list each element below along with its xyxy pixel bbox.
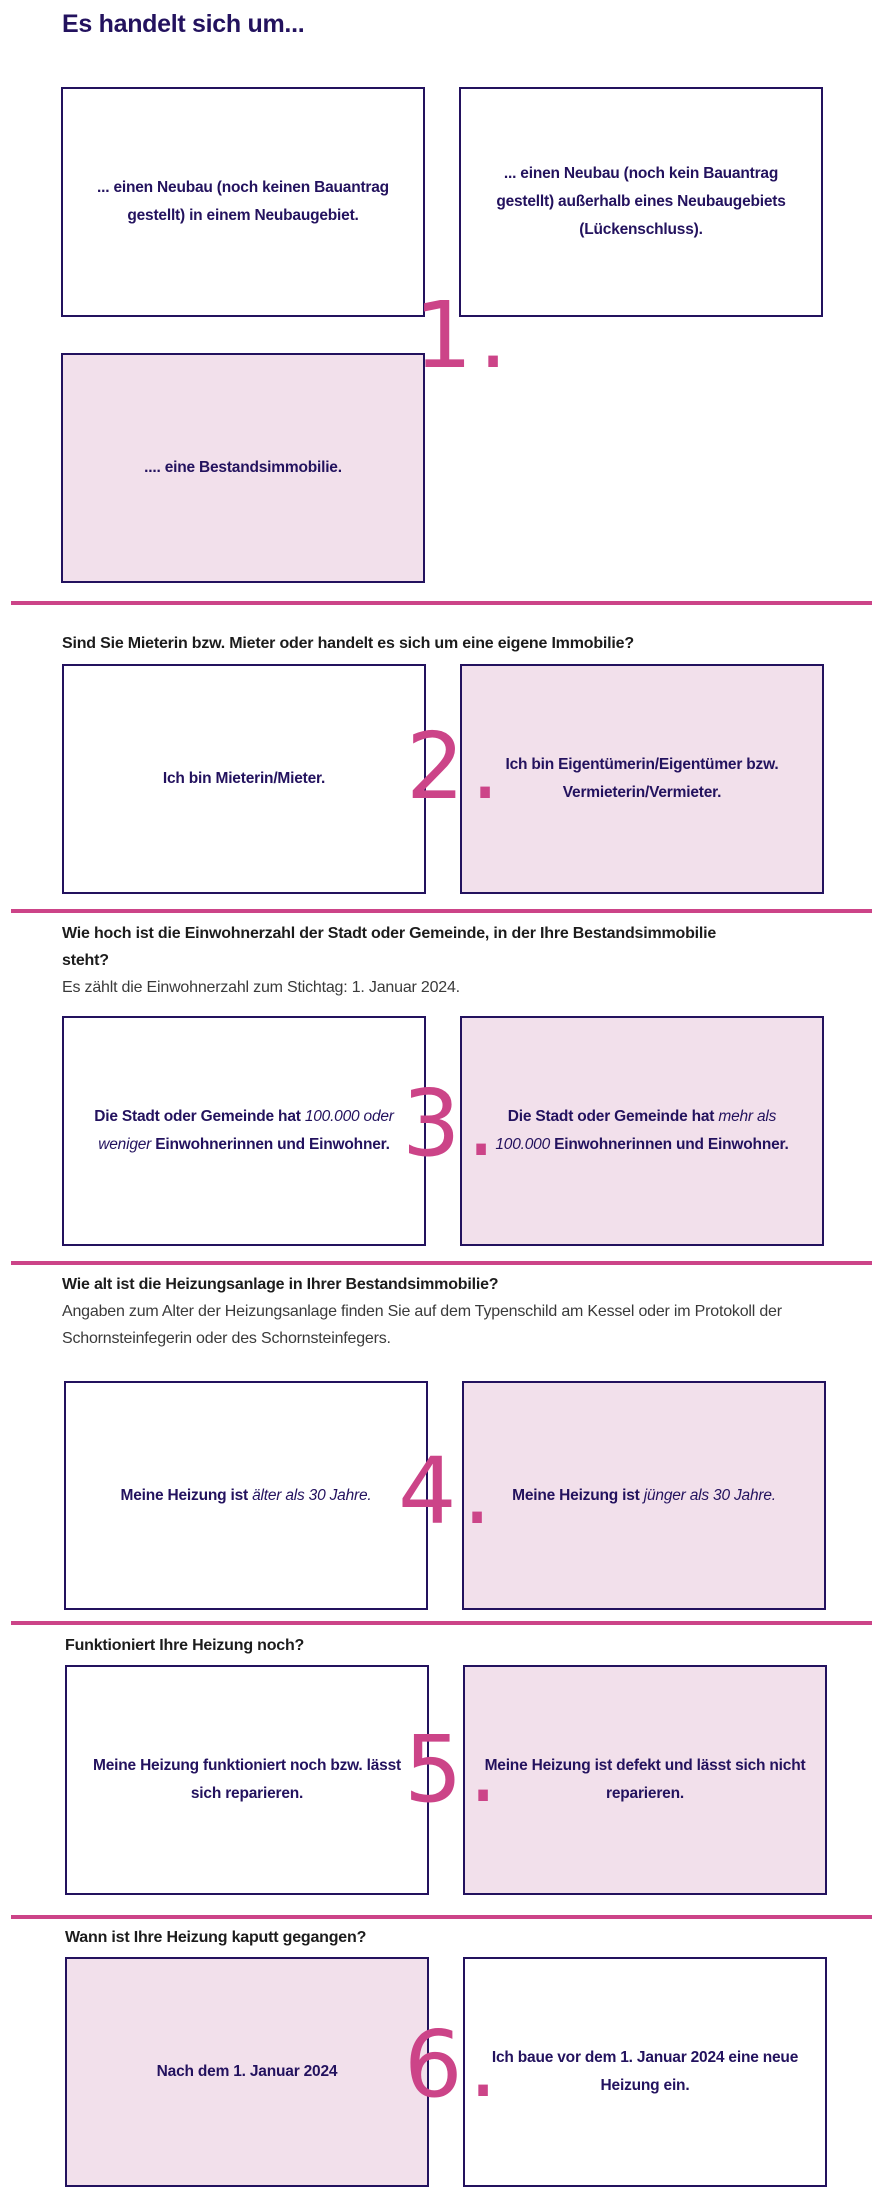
option-population-under-100k[interactable] — [62, 1016, 426, 1246]
option-label-post: Einwohnerinnen und Einwohner. — [151, 1136, 390, 1153]
question-heating-broken-when: Wann ist Ihre Heizung kaputt gegangen? — [65, 1929, 367, 1946]
option-heating-works[interactable] — [65, 1665, 429, 1895]
option-label-pre: Meine Heizung ist — [512, 1486, 644, 1504]
section-divider — [11, 1915, 872, 1919]
option-label: Nach dem 1. Januar 2024 — [156, 2063, 338, 2080]
step-number-5: 5. — [404, 1716, 504, 1823]
option-heating-defect[interactable] — [463, 1665, 827, 1895]
question-text: Wie hoch ist die Einwohnerzahl der Stadt oder Gemeinde, in der Ihre Bestandsimmobilie steht? — [62, 925, 717, 969]
option-neubau-neubaugebiet[interactable] — [61, 87, 425, 317]
question-text: Wie alt ist die Heizungsanlage in Ihrer Bestandsimmobilie? — [62, 1276, 499, 1293]
question-population — [62, 920, 742, 1001]
option-label: Meine Heizung funktioniert noch bzw. lässt sich reparieren. — [93, 1757, 401, 1802]
option-label-emphasis: jünger als 30 Jahre. — [643, 1486, 776, 1504]
option-new-heating-before-2024[interactable] — [463, 1957, 827, 2187]
step-number-1: 1. — [414, 282, 514, 389]
section-divider — [11, 909, 872, 913]
step-number-6: 6. — [404, 2011, 504, 2118]
option-after-jan-2024[interactable] — [65, 1957, 429, 2187]
option-label-text: ... einen Neubau (noch kein Bauantrag gestellt) außerhalb eines Neubaugebiets (Lückenschluss). — [496, 165, 786, 238]
option-heating-older-30[interactable] — [64, 1381, 428, 1610]
option-bestandsimmobilie[interactable] — [61, 353, 425, 583]
page-title: Es handelt sich um... — [62, 10, 305, 38]
option-mieter[interactable] — [62, 664, 426, 894]
option-label: Meine Heizung ist defekt und lässt sich nicht reparieren. — [484, 1757, 806, 1802]
section-divider — [11, 1621, 872, 1625]
question-heating-working: Funktioniert Ihre Heizung noch? — [65, 1637, 305, 1654]
step-number-2: 2. — [406, 713, 506, 820]
option-label-emphasis: mehr als 100.000 — [495, 1108, 777, 1153]
step-number-4: 4. — [398, 1438, 498, 1545]
option-eigentuemer[interactable] — [460, 664, 824, 894]
option-label: .... eine Bestandsimmobilie. — [144, 459, 342, 476]
option-label — [482, 1103, 802, 1159]
option-label-pre: Die Stadt oder Gemeinde hat — [507, 1108, 719, 1125]
option-label — [84, 1103, 404, 1159]
question-hint: Angaben zum Alter der Heizungsanlage finden Sie auf dem Typenschild am Kessel oder im Protokoll der Schornsteinfegerin oder des Schornsteinfegers. — [62, 1303, 782, 1347]
option-population-over-100k[interactable] — [460, 1016, 824, 1246]
option-label-pre: Meine Heizung ist — [120, 1486, 253, 1504]
option-label: Ich baue vor dem 1. Januar 2024 eine neue Heizung ein. — [491, 2049, 799, 2094]
option-heating-younger-30[interactable] — [462, 1381, 826, 1610]
option-label-post: Einwohnerinnen und Einwohner. — [550, 1136, 789, 1153]
question-hint: Es zählt die Einwohnerzahl zum Stichtag: 1. Januar 2024. — [62, 979, 460, 996]
option-label-emphasis: älter als 30 Jahre. — [252, 1486, 372, 1504]
option-label: Ich bin Mieterin/Mieter. — [162, 770, 326, 787]
option-label — [512, 1482, 776, 1510]
option-label: ... einen Neubau (noch keinen Bauantrag gestellt) in einem Neubaugebiet. — [97, 179, 389, 224]
option-label-emphasis: 100.000 oder weniger — [98, 1108, 394, 1153]
question-tenant-or-owner: Sind Sie Mieterin bzw. Mieter oder handelt es sich um eine eigene Immobilie? — [62, 635, 634, 652]
question-heating-age — [62, 1271, 822, 1352]
option-label: Ich bin Eigentümerin/Eigentümer bzw. Vermieterin/Vermieter. — [505, 756, 779, 801]
option-label — [120, 1482, 371, 1510]
section-divider — [11, 601, 872, 605]
section-divider — [11, 1261, 872, 1265]
step-number-3: 3. — [402, 1070, 502, 1177]
option-label-pre: Die Stadt oder Gemeinde hat — [94, 1108, 305, 1125]
